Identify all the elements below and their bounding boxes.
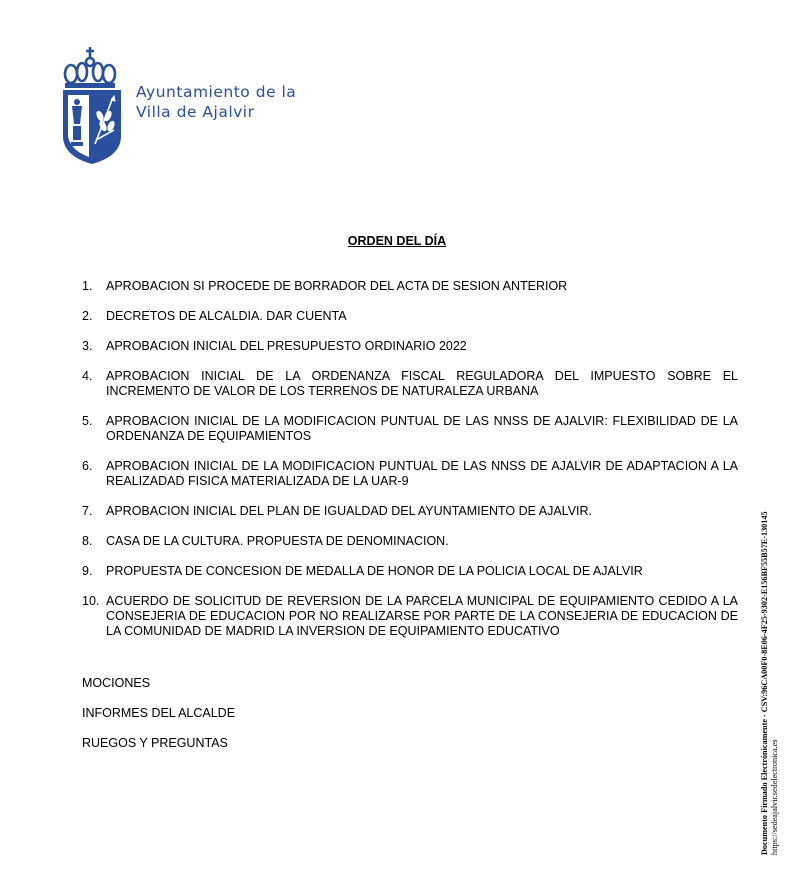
agenda-item-number: 10. [82, 594, 100, 608]
informes-heading: INFORMES DEL ALCALDE [82, 706, 236, 720]
agenda-item [82, 414, 738, 444]
agenda-item [82, 339, 738, 354]
agenda-item [82, 459, 738, 489]
agenda-item-text: DECRETOS DE ALCALDIA. DAR CUENTA [106, 309, 347, 323]
document-title: ORDEN DEL DÍA [347, 234, 447, 248]
agenda-item-number: 4. [82, 369, 93, 383]
agenda-item [82, 309, 738, 324]
agenda-item-text: PROPUESTA DE CONCESION DE MEDALLA DE HONOR DE LA POLICIA LOCAL DE AJALVIR [106, 564, 643, 578]
agenda-item [82, 564, 738, 579]
agenda-item [82, 594, 738, 639]
agenda-item-text: APROBACION INICIAL DE LA ORDENANZA FISCAL REGULADORA DEL IMPUESTO SOBRE EL INCREMENTO DE VALOR DE LOS TERRENOS DE NATURALEZA URBANA [106, 369, 738, 398]
organization-name-line2: Villa de Ajalvir [136, 103, 255, 121]
agenda-item-text: APROBACION INICIAL DEL PLAN DE IGUALDAD DEL AYUNTAMIENTO DE AJALVIR. [106, 504, 593, 518]
agenda-item-text: APROBACION INICIAL DEL PRESUPUESTO ORDINARIO 2022 [106, 339, 467, 353]
agenda-item-number: 7. [82, 504, 93, 518]
agenda-item [82, 504, 738, 519]
agenda-item-number: 6. [82, 459, 93, 473]
signature-text: Documento Firmado Electrónicamente - CSV:96CA00F0-8E06-4F25-9302-E156BF55B57E-130145 [760, 511, 769, 855]
ruegos-heading: RUEGOS Y PREGUNTAS [82, 736, 228, 750]
agenda-item-number: 9. [82, 564, 93, 578]
agenda-item-text: APROBACION INICIAL DE LA MODIFICACION PUNTUAL DE LAS NNSS DE AJALVIR DE ADAPTACION A LA REALIZADAD FISICA MATERIALIZADA DE LA UAR-9 [106, 459, 738, 488]
electronic-signature-note [760, 511, 780, 855]
agenda-item-text: ACUERDO DE SOLICITUD DE REVERSION DE LA PARCELA MUNICIPAL DE EQUIPAMIENTO CEDIDO A LA CONSEJERIA DE EDUCACION POR NO REALIZARSE POR PARTE DE LA CONSEJERIA DE EDUCACION DE LA COMUNIDAD DE MADRID LA INVERSION DE EQUIPAMIENTO EDUCATIVO [106, 594, 738, 638]
agenda-item-number: 2. [82, 309, 93, 323]
verification-url[interactable]: https://sedeajalvir.sedelectronica.es [770, 739, 779, 855]
agenda-item [82, 534, 738, 549]
mociones-heading: MOCIONES [82, 676, 151, 690]
coat-of-arms-icon [60, 44, 124, 168]
agenda-item-number: 3. [82, 339, 93, 353]
agenda-item-text: CASA DE LA CULTURA. PROPUESTA DE DENOMINACION. [106, 534, 449, 548]
agenda-item-text: APROBACION INICIAL DE LA MODIFICACION PUNTUAL DE LAS NNSS DE AJALVIR: FLEXIBILIDAD DE LA ORDENANZA DE EQUIPAMIENTOS [106, 414, 738, 443]
agenda-item-number: 8. [82, 534, 93, 548]
agenda-item [82, 279, 738, 294]
agenda-item-number: 1. [82, 279, 93, 293]
agenda-item-text: APROBACION SI PROCEDE DE BORRADOR DEL ACTA DE SESION ANTERIOR [106, 279, 568, 293]
agenda-list [82, 279, 738, 639]
organization-name-line1: Ayuntamiento de la [136, 83, 297, 101]
agenda-item [82, 369, 738, 399]
agenda-item-number: 5. [82, 414, 93, 428]
organization-name [136, 82, 296, 122]
